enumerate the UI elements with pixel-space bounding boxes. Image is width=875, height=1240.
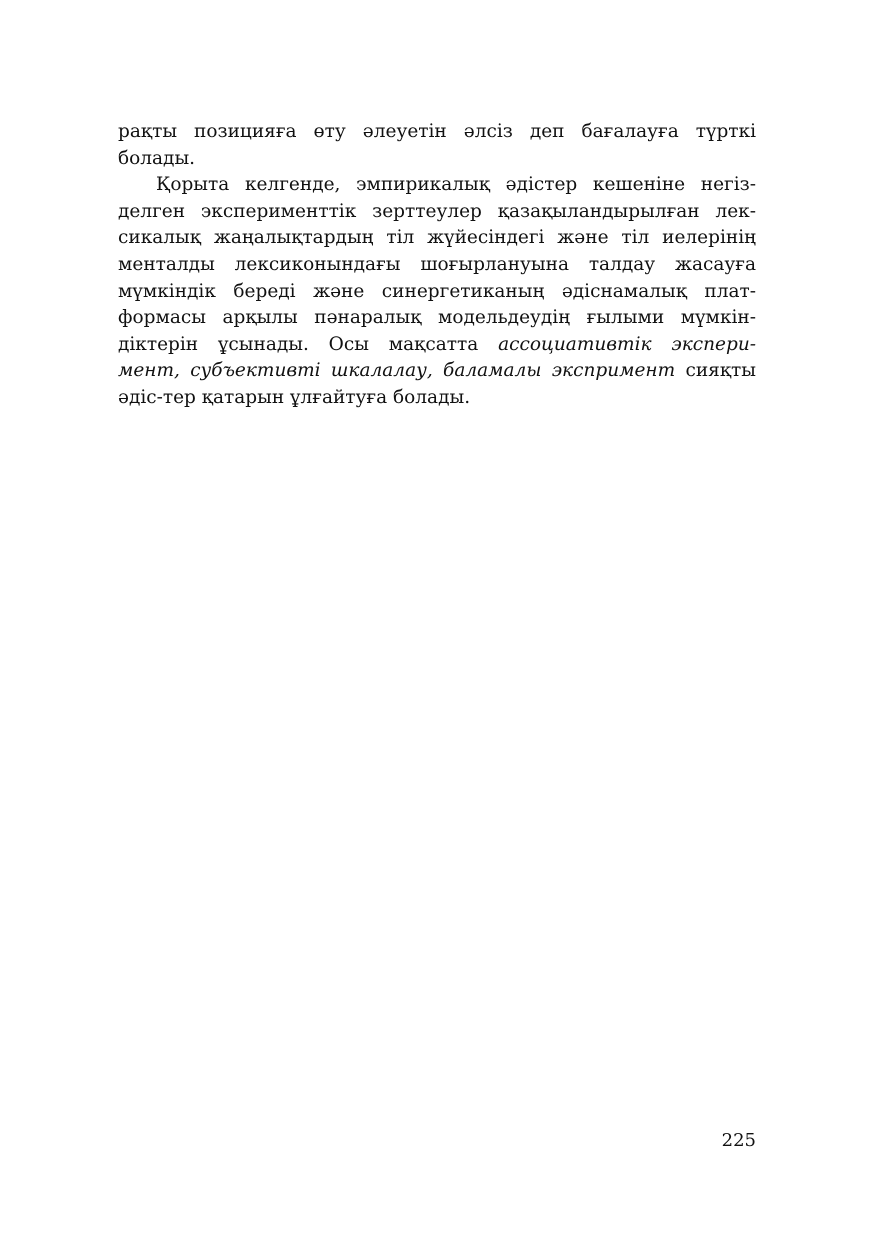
- text-line: [118, 172, 756, 199]
- paragraph: [118, 172, 756, 411]
- text-segment: мүмкіндік береді және синергетиканың әдіснамалық плат-: [118, 280, 756, 302]
- text-line: [118, 332, 756, 359]
- text-segment: болады.: [118, 147, 196, 169]
- text-segment: формасы арқылы пәнаралық модельдеудің ғылыми мүмкін-: [118, 307, 756, 329]
- italic-text-segment: ассоциативтік экспери-: [498, 333, 757, 355]
- text-line: [118, 225, 756, 252]
- paragraph: [118, 119, 756, 172]
- body-text: [118, 119, 756, 412]
- italic-text-segment: мент, субъективті шкалалау, баламалы экспримент: [118, 360, 676, 382]
- text-line: [118, 385, 756, 412]
- text-segment: сияқты: [675, 360, 756, 382]
- text-segment: әдіс-тер қатарын ұлғайтуға болады.: [118, 386, 471, 408]
- text-line: [118, 119, 756, 146]
- text-segment: Қорыта келгенде, эмпирикалық әдістер кешеніне негіз-: [156, 174, 756, 196]
- text-line: [118, 146, 756, 173]
- text-line: [118, 199, 756, 226]
- text-line: [118, 279, 756, 306]
- text-line: [118, 358, 756, 385]
- text-segment: діктерін ұсынады. Осы мақсатта: [118, 333, 499, 355]
- text-line: [118, 305, 756, 332]
- text-line: [118, 252, 756, 279]
- text-segment: сикалық жаңалықтардың тіл жүйесіндегі және тіл иелерінің: [118, 227, 756, 249]
- text-segment: рақты позицияға өту әлеуетін әлсіз деп бағалауға түрткі: [118, 121, 756, 142]
- text-segment: менталды лексиконындағы шоғырлануына талдау жасауға: [118, 253, 756, 275]
- text-segment: делген эксперименттік зерттеулер қазақыландырылған лек-: [118, 200, 756, 222]
- page-number: 225: [721, 1130, 756, 1151]
